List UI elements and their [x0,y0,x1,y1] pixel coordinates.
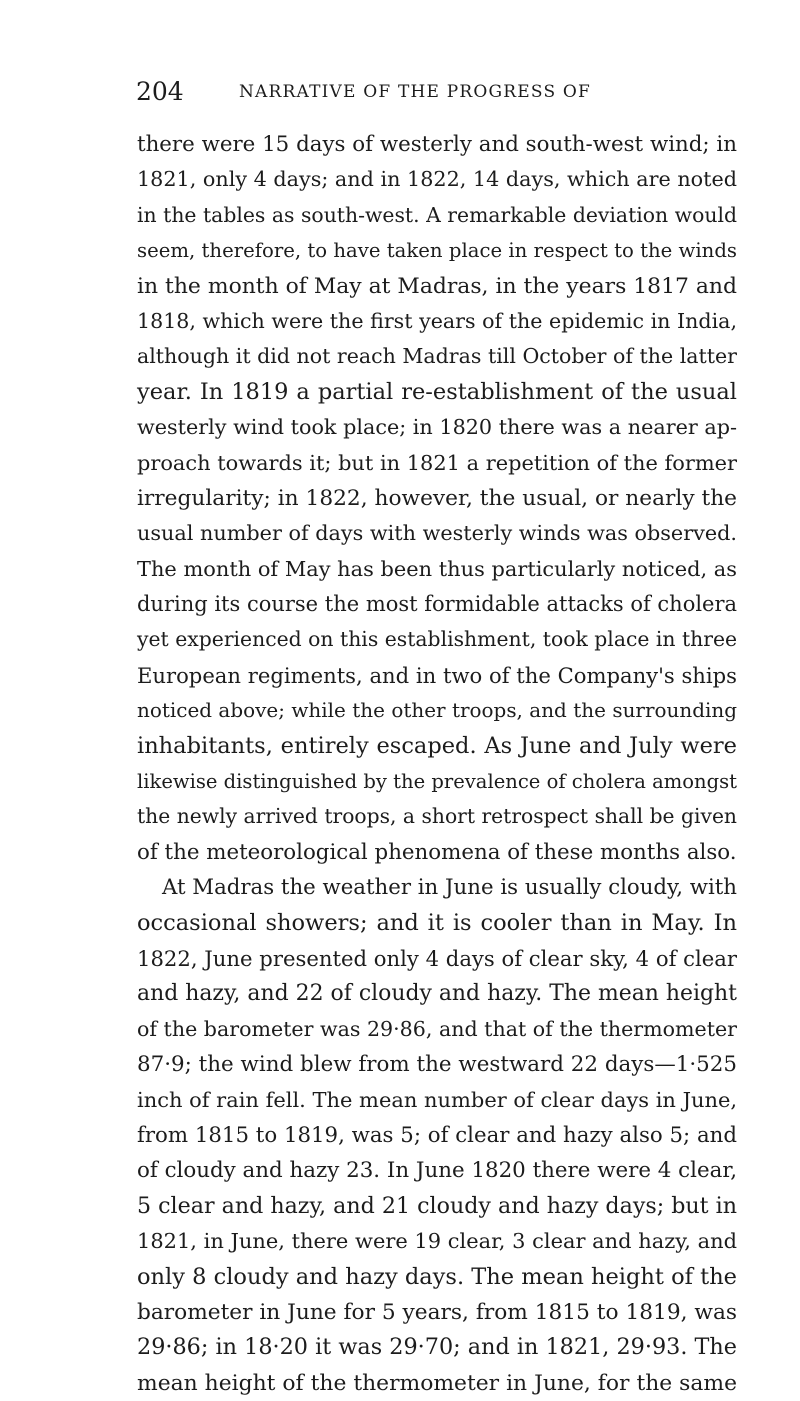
text-line: during its course the most formidable attacks of cholera [137,592,737,617]
text-line: in the tables as south-west. A remarkable deviation would [137,202,737,227]
running-head: NARRATIVE OF THE PROGRESS OF [238,82,592,102]
text-line: proach towards it; but in 1821 a repetition of the former [137,450,737,475]
text-line: likewise distinguished by the prevalence of cholera amongst [137,770,737,794]
text-line: although it did not reach Madras till October of the latter [137,344,737,369]
text-line: and hazy, and 22 of cloudy and hazy. The mean height [137,981,737,1007]
text-line: seem, therefore, to have taken place in respect to the winds [137,239,737,263]
text-line: 1821, only 4 days; and in 1822, 14 days, which are noted [137,167,738,192]
text-line: 87·9; the wind blew from the westward 22 days—1·525 [137,1052,737,1078]
text-line: only 8 cloudy and hazy days. The mean height of the [137,1263,737,1290]
text-line: At Madras the weather in June is usually cloudy, with [162,875,737,901]
text-line: 29·86; in 18·20 it was 29·70; and in 1821, 29·93. The [137,1334,737,1361]
text-line: inhabitants, entirely escaped. As June and July were [137,732,737,759]
text-line: of the barometer was 29·86, and that of the thermometer [137,1016,737,1041]
text-line: European regiments, and in two of the Company's ships [137,662,737,688]
text-line: barometer in June for 5 years, from 1815 to 1819, was [137,1299,737,1325]
text-line: usual number of days with westerly winds was observed. [137,521,737,546]
text-line: irregularity; in 1822, however, the usual, or nearly the [137,485,737,511]
text-line: 5 clear and hazy, and 21 cloudy and hazy days; but in [137,1192,737,1219]
body-text [137,127,737,1401]
text-line: of the meteorological phenomena of these months also. [137,839,737,865]
page-header [0,77,800,107]
text-line: occasional showers; and it is cooler than in May. In [137,909,737,936]
text-line: from 1815 to 1819, was 5; of clear and hazy also 5; and [137,1122,737,1148]
text-line: noticed above; while the other troops, and the surrounding [137,698,737,723]
text-line: yet experienced on this establishment, took place in three [137,627,738,652]
text-line: inch of rain fell. The mean number of clear days in June, [137,1087,738,1112]
text-line: there were 15 days of westerly and south-west wind; in [137,132,737,157]
text-line: of cloudy and hazy 23. In June 1820 there were 4 clear, [137,1158,737,1184]
text-line: in the month of May at Madras, in the years 1817 and [137,273,737,299]
text-line: year. In 1819 a partial re-establishment of the usual [137,378,737,405]
text-line: the newly arrived troops, a short retrospect shall be given [137,804,737,829]
page-number: 204 [136,77,184,106]
text-line: westerly wind took place; in 1820 there was a nearer ap- [137,415,737,440]
text-line: 1818, which were the first years of the epidemic in India, [137,308,737,333]
text-line: 1822, June presented only 4 days of clear sky, 4 of clear [137,945,737,971]
text-line: mean height of the thermometer in June, for the same [137,1370,737,1396]
text-line: 1821, in June, there were 19 clear, 3 clear and hazy, and [137,1229,737,1254]
text-line: The month of May has been thus particularly noticed, as [137,556,737,581]
